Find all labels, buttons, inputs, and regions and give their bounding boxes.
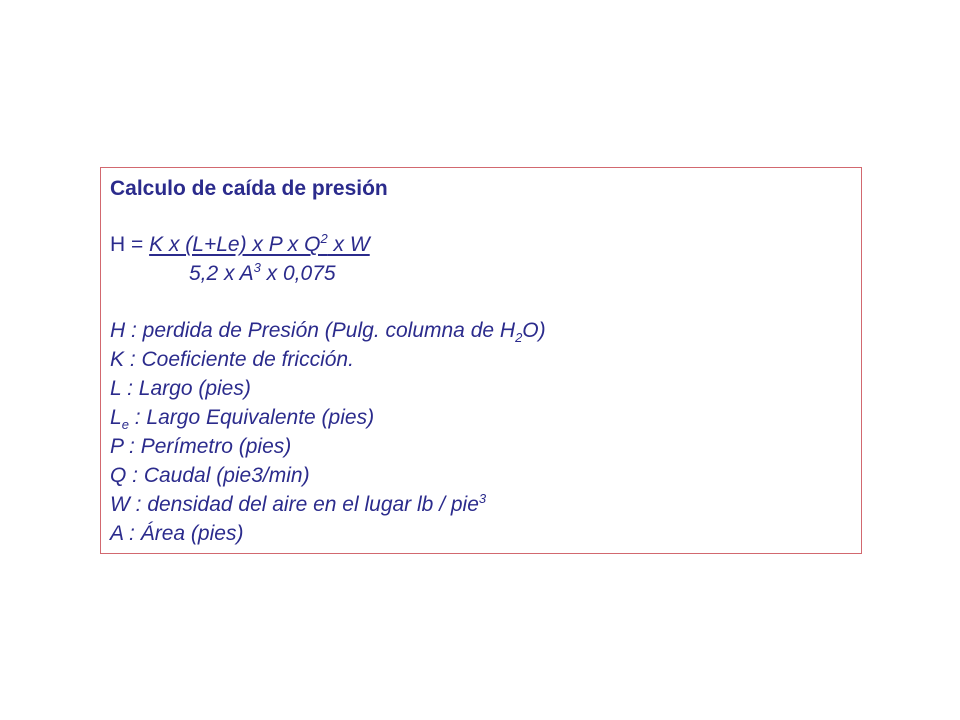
definition-Le — [110, 403, 546, 432]
definition-text: K : Coeficiente de fricción. — [110, 348, 354, 371]
definition-text: P : Perímetro (pies) — [110, 435, 292, 458]
definition-text: A : Área (pies) — [110, 522, 244, 545]
formula-denominator — [189, 259, 336, 288]
definition-superscript: 3 — [478, 491, 487, 506]
definition-H — [110, 316, 546, 345]
definition-text: Q : Caudal (pie3/min) — [110, 464, 310, 487]
definition-subscript: e — [121, 417, 129, 432]
numerator-exponent: 2 — [320, 231, 328, 246]
formula-numerator — [149, 233, 370, 256]
definition-text-post: : Largo Equivalente (pies) — [128, 406, 375, 429]
definition-P — [110, 432, 546, 461]
formula-box — [100, 167, 862, 554]
denominator-part2: x 0,075 — [260, 262, 336, 285]
definition-text: W : densidad del aire en el lugar lb / pie — [110, 493, 479, 516]
numerator-part2: x W — [327, 233, 370, 256]
definition-W — [110, 490, 546, 519]
numerator-part1: K x (L+Le) x P x Q — [149, 233, 321, 256]
denominator-part1: 5,2 x A — [189, 262, 254, 285]
definition-Q — [110, 461, 546, 490]
formula-numerator-line — [110, 230, 370, 259]
definition-text: H : perdida de Presión (Pulg. columna de H — [110, 319, 516, 342]
definition-L — [110, 374, 546, 403]
box-title: Calculo de caída de presión — [110, 177, 388, 200]
definitions-list — [110, 316, 546, 548]
definition-text-post: O) — [522, 319, 546, 342]
definition-subscript: 2 — [515, 330, 523, 345]
definition-text: L : Largo (pies) — [110, 377, 251, 400]
denominator-exponent: 3 — [253, 260, 261, 275]
definition-text: L — [110, 406, 122, 429]
formula-lhs: H = — [110, 233, 150, 256]
definition-A — [110, 519, 546, 548]
definition-K — [110, 345, 546, 374]
